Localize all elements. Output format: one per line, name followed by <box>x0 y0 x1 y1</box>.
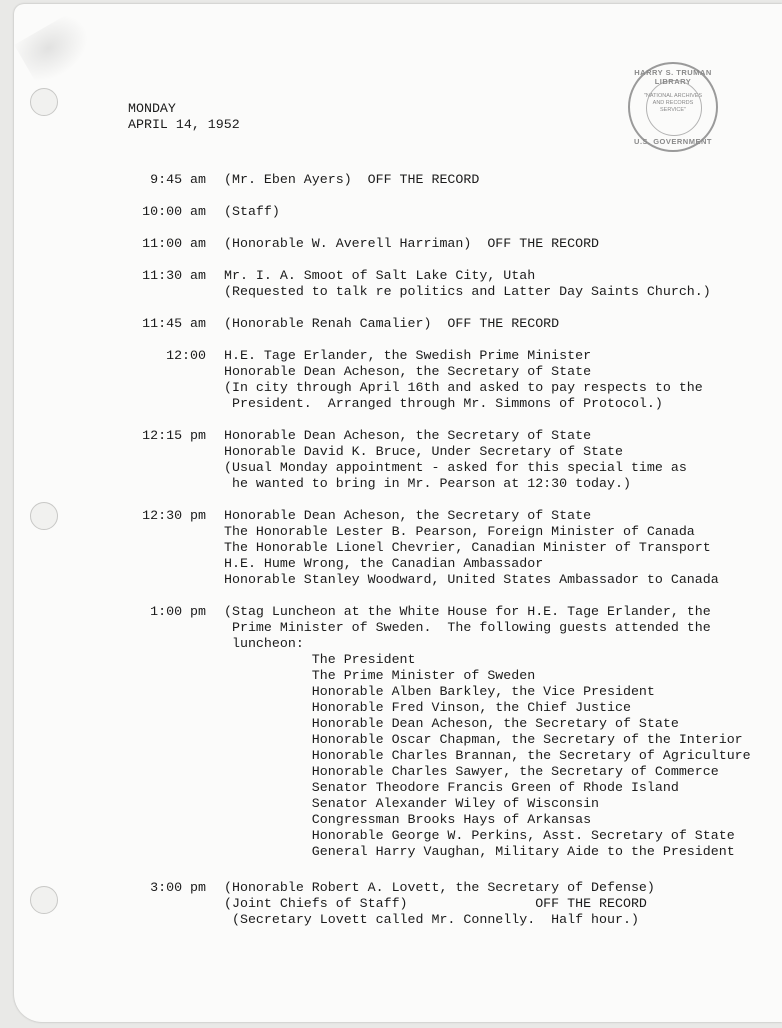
entry-text <box>224 508 719 588</box>
entry-time: 10:00 am <box>142 204 206 219</box>
entry-line: The Honorable Lester B. Pearson, Foreign Minister of Canada <box>224 524 695 539</box>
entry-text <box>224 428 687 492</box>
entry-line: (Honorable Renah Camalier) OFF THE RECORD <box>224 316 560 331</box>
entry-text <box>224 236 599 252</box>
entry-line: Senator Alexander Wiley of Wisconsin <box>224 796 600 811</box>
entry-text <box>224 204 280 220</box>
stamp-ring-bottom-text: U.S. GOVERNMENT <box>634 137 712 146</box>
entry-line: Honorable Charles Brannan, the Secretary of Agriculture <box>224 748 751 763</box>
entry-text <box>224 172 479 188</box>
entry-time: 11:30 am <box>142 268 206 283</box>
entry-time: 12:00 <box>166 348 206 363</box>
entry-line: (Mr. Eben Ayers) OFF THE RECORD <box>224 172 480 187</box>
entry-line: Honorable Dean Acheson, the Secretary of State <box>224 508 592 523</box>
entry-line: (Honorable Robert A. Lovett, the Secretary of Defense) <box>224 880 655 895</box>
entry-line: H.E. Tage Erlander, the Swedish Prime Minister <box>224 348 592 363</box>
paper-smudge <box>14 10 100 88</box>
entry-time: 1:00 pm <box>150 604 206 619</box>
entry-time: 12:15 pm <box>142 428 206 443</box>
entry-line: Honorable Oscar Chapman, the Secretary of the Interior <box>224 732 743 747</box>
archive-stamp <box>628 62 718 152</box>
entry-time: 11:45 am <box>142 316 206 331</box>
entry-line: General Harry Vaughan, Military Aide to the President <box>224 844 735 859</box>
entry-time: 3:00 pm <box>150 880 206 895</box>
entry-line: Honorable Dean Acheson, the Secretary of State <box>224 428 592 443</box>
entry-line: he wanted to bring in Mr. Pearson at 12:30 today.) <box>224 476 631 491</box>
entry-text <box>224 316 559 332</box>
entry-line: Honorable Dean Acheson, the Secretary of State <box>224 364 592 379</box>
entry-line: Honorable Fred Vinson, the Chief Justice <box>224 700 631 715</box>
entry-line: Honorable Alben Barkley, the Vice President <box>224 684 655 699</box>
stamp-ring-top-text: HARRY S. TRUMAN LIBRARY <box>634 68 712 86</box>
entry-line: The President <box>224 652 416 667</box>
entry-text <box>224 348 703 412</box>
entry-line: (Stag Luncheon at the White House for H.E. Tage Erlander, the <box>224 604 711 619</box>
date-header <box>128 101 240 133</box>
day-label: MONDAY <box>128 101 176 116</box>
entry-line: The Honorable Lionel Chevrier, Canadian Minister of Transport <box>224 540 711 555</box>
entry-text <box>224 880 655 928</box>
punch-hole-top-icon <box>30 88 58 116</box>
stamp-center-text: "NATIONAL ARCHIVES AND RECORDS SERVICE" <box>643 93 703 113</box>
entry-line: (Requested to talk re politics and Latter Day Saints Church.) <box>224 284 711 299</box>
entry-line: Congressman Brooks Hays of Arkansas <box>224 812 592 827</box>
entry-line: President. Arranged through Mr. Simmons of Protocol.) <box>224 396 663 411</box>
entry-time: 9:45 am <box>150 172 206 187</box>
entry-time: 12:30 pm <box>142 508 206 523</box>
entry-text <box>224 604 751 860</box>
entry-line: Honorable George W. Perkins, Asst. Secretary of State <box>224 828 735 843</box>
punch-hole-middle-icon <box>30 502 58 530</box>
entry-time: 11:00 am <box>142 236 206 251</box>
entry-text <box>224 268 711 300</box>
date-label: APRIL 14, 1952 <box>128 117 240 132</box>
entry-line: Senator Theodore Francis Green of Rhode Island <box>224 780 679 795</box>
entry-line: (Joint Chiefs of Staff) OFF THE RECORD <box>224 896 647 911</box>
entry-line: The Prime Minister of Sweden <box>224 668 536 683</box>
punch-hole-bottom-icon <box>30 886 58 914</box>
entry-line: Honorable Charles Sawyer, the Secretary of Commerce <box>224 764 719 779</box>
entry-line: (Staff) <box>224 204 280 219</box>
entry-line: Honorable Stanley Woodward, United States Ambassador to Canada <box>224 572 719 587</box>
entry-line: Honorable David K. Bruce, Under Secretary of State <box>224 444 623 459</box>
entry-line: (In city through April 16th and asked to pay respects to the <box>224 380 703 395</box>
entry-line: Honorable Dean Acheson, the Secretary of State <box>224 716 679 731</box>
entry-line: luncheon: <box>224 636 304 651</box>
entry-line: (Secretary Lovett called Mr. Connelly. Half hour.) <box>224 912 639 927</box>
entry-line: Prime Minister of Sweden. The following guests attended the <box>224 620 711 635</box>
entry-line: (Honorable W. Averell Harriman) OFF THE RECORD <box>224 236 600 251</box>
entry-line: H.E. Hume Wrong, the Canadian Ambassador <box>224 556 544 571</box>
entry-line: (Usual Monday appointment - asked for this special time as <box>224 460 687 475</box>
entry-line: Mr. I. A. Smoot of Salt Lake City, Utah <box>224 268 536 283</box>
